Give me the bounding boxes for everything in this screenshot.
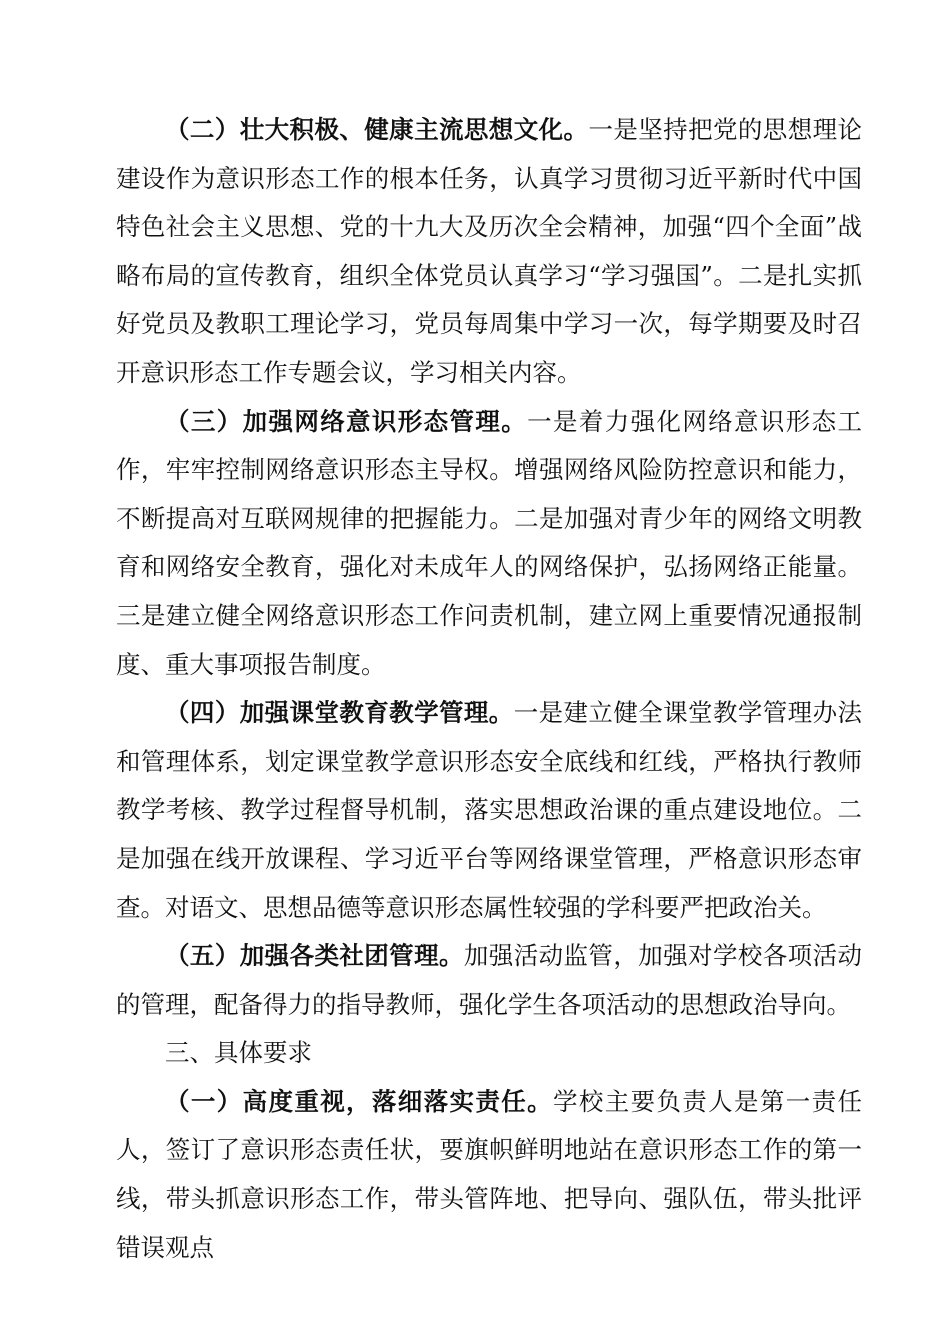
section-heading: 三、具体要求 xyxy=(165,1038,312,1068)
paragraph-text: 一是着力强化网络意识形态工作，牢牢控制网络意识形态主导权。增强网络风险防控意识和能力，不断提高对互联网规律的把握能力。二是加强对青少年的网络文明教育和网络安全教育，强化对未成年人的网络保护，弘扬网络正能量。三是建立健全网络意识形态工作问责机制，建立网上重要情况通报制度、重大事项报告制度。 xyxy=(116,406,863,679)
paragraph-clubs xyxy=(116,932,862,1029)
paragraph-text: 加强活动监管，加强对学校各项活动的管理，配备得力的指导教师，强化学生各项活动的思想政治导向。 xyxy=(116,941,863,1019)
paragraph-heading: （三）加强网络意识形态管理。 xyxy=(165,406,528,436)
paragraph-responsibility xyxy=(116,1078,862,1272)
paragraph-heading: （二）壮大积极、健康主流思想文化。 xyxy=(165,115,589,144)
paragraph-culture xyxy=(116,106,862,398)
paragraph-network xyxy=(116,398,862,690)
paragraph-text: 一是坚持把党的思想理论建设作为意识形态工作的根本任务，认真学习贯彻习近平新时代中国特色社会主义思想、党的十九大及历次全会精神，加强“四个全面”战略布局的宣传教育，组织全体党员认真学习“学习强国”。二是扎实抓好党员及教职工理论学习，党员每周集中学习一次，每学期要及时召开意识形态工作专题会议，学习相关内容。 xyxy=(116,115,863,387)
paragraph-heading: （五）加强各类社团管理。 xyxy=(165,941,464,971)
document-body xyxy=(116,106,862,1272)
paragraph-heading: （一）高度重视，落细落实责任。 xyxy=(165,1086,553,1116)
paragraph-text: 学校主要负责人是第一责任人，签订了意识形态责任状，要旗帜鲜明地站在意识形态工作的第一线，带头抓意识形态工作，带头管阵地、把导向、强队伍，带头批评错误观点 xyxy=(116,1086,863,1262)
paragraph-heading: （四）加强课堂教育教学管理。 xyxy=(165,698,514,728)
paragraph-classroom xyxy=(116,689,862,932)
paragraph-text: 一是建立健全课堂教学管理办法和管理体系，划定课堂教学意识形态安全底线和红线，严格执行教师教学考核、教学过程督导机制，落实思想政治课的重点建设地位。二是加强在线开放课程、学习近平台等网络课堂管理，严格意识形态审查。对语文、思想品德等意识形态属性较强的学科要严把政治关。 xyxy=(116,698,862,922)
